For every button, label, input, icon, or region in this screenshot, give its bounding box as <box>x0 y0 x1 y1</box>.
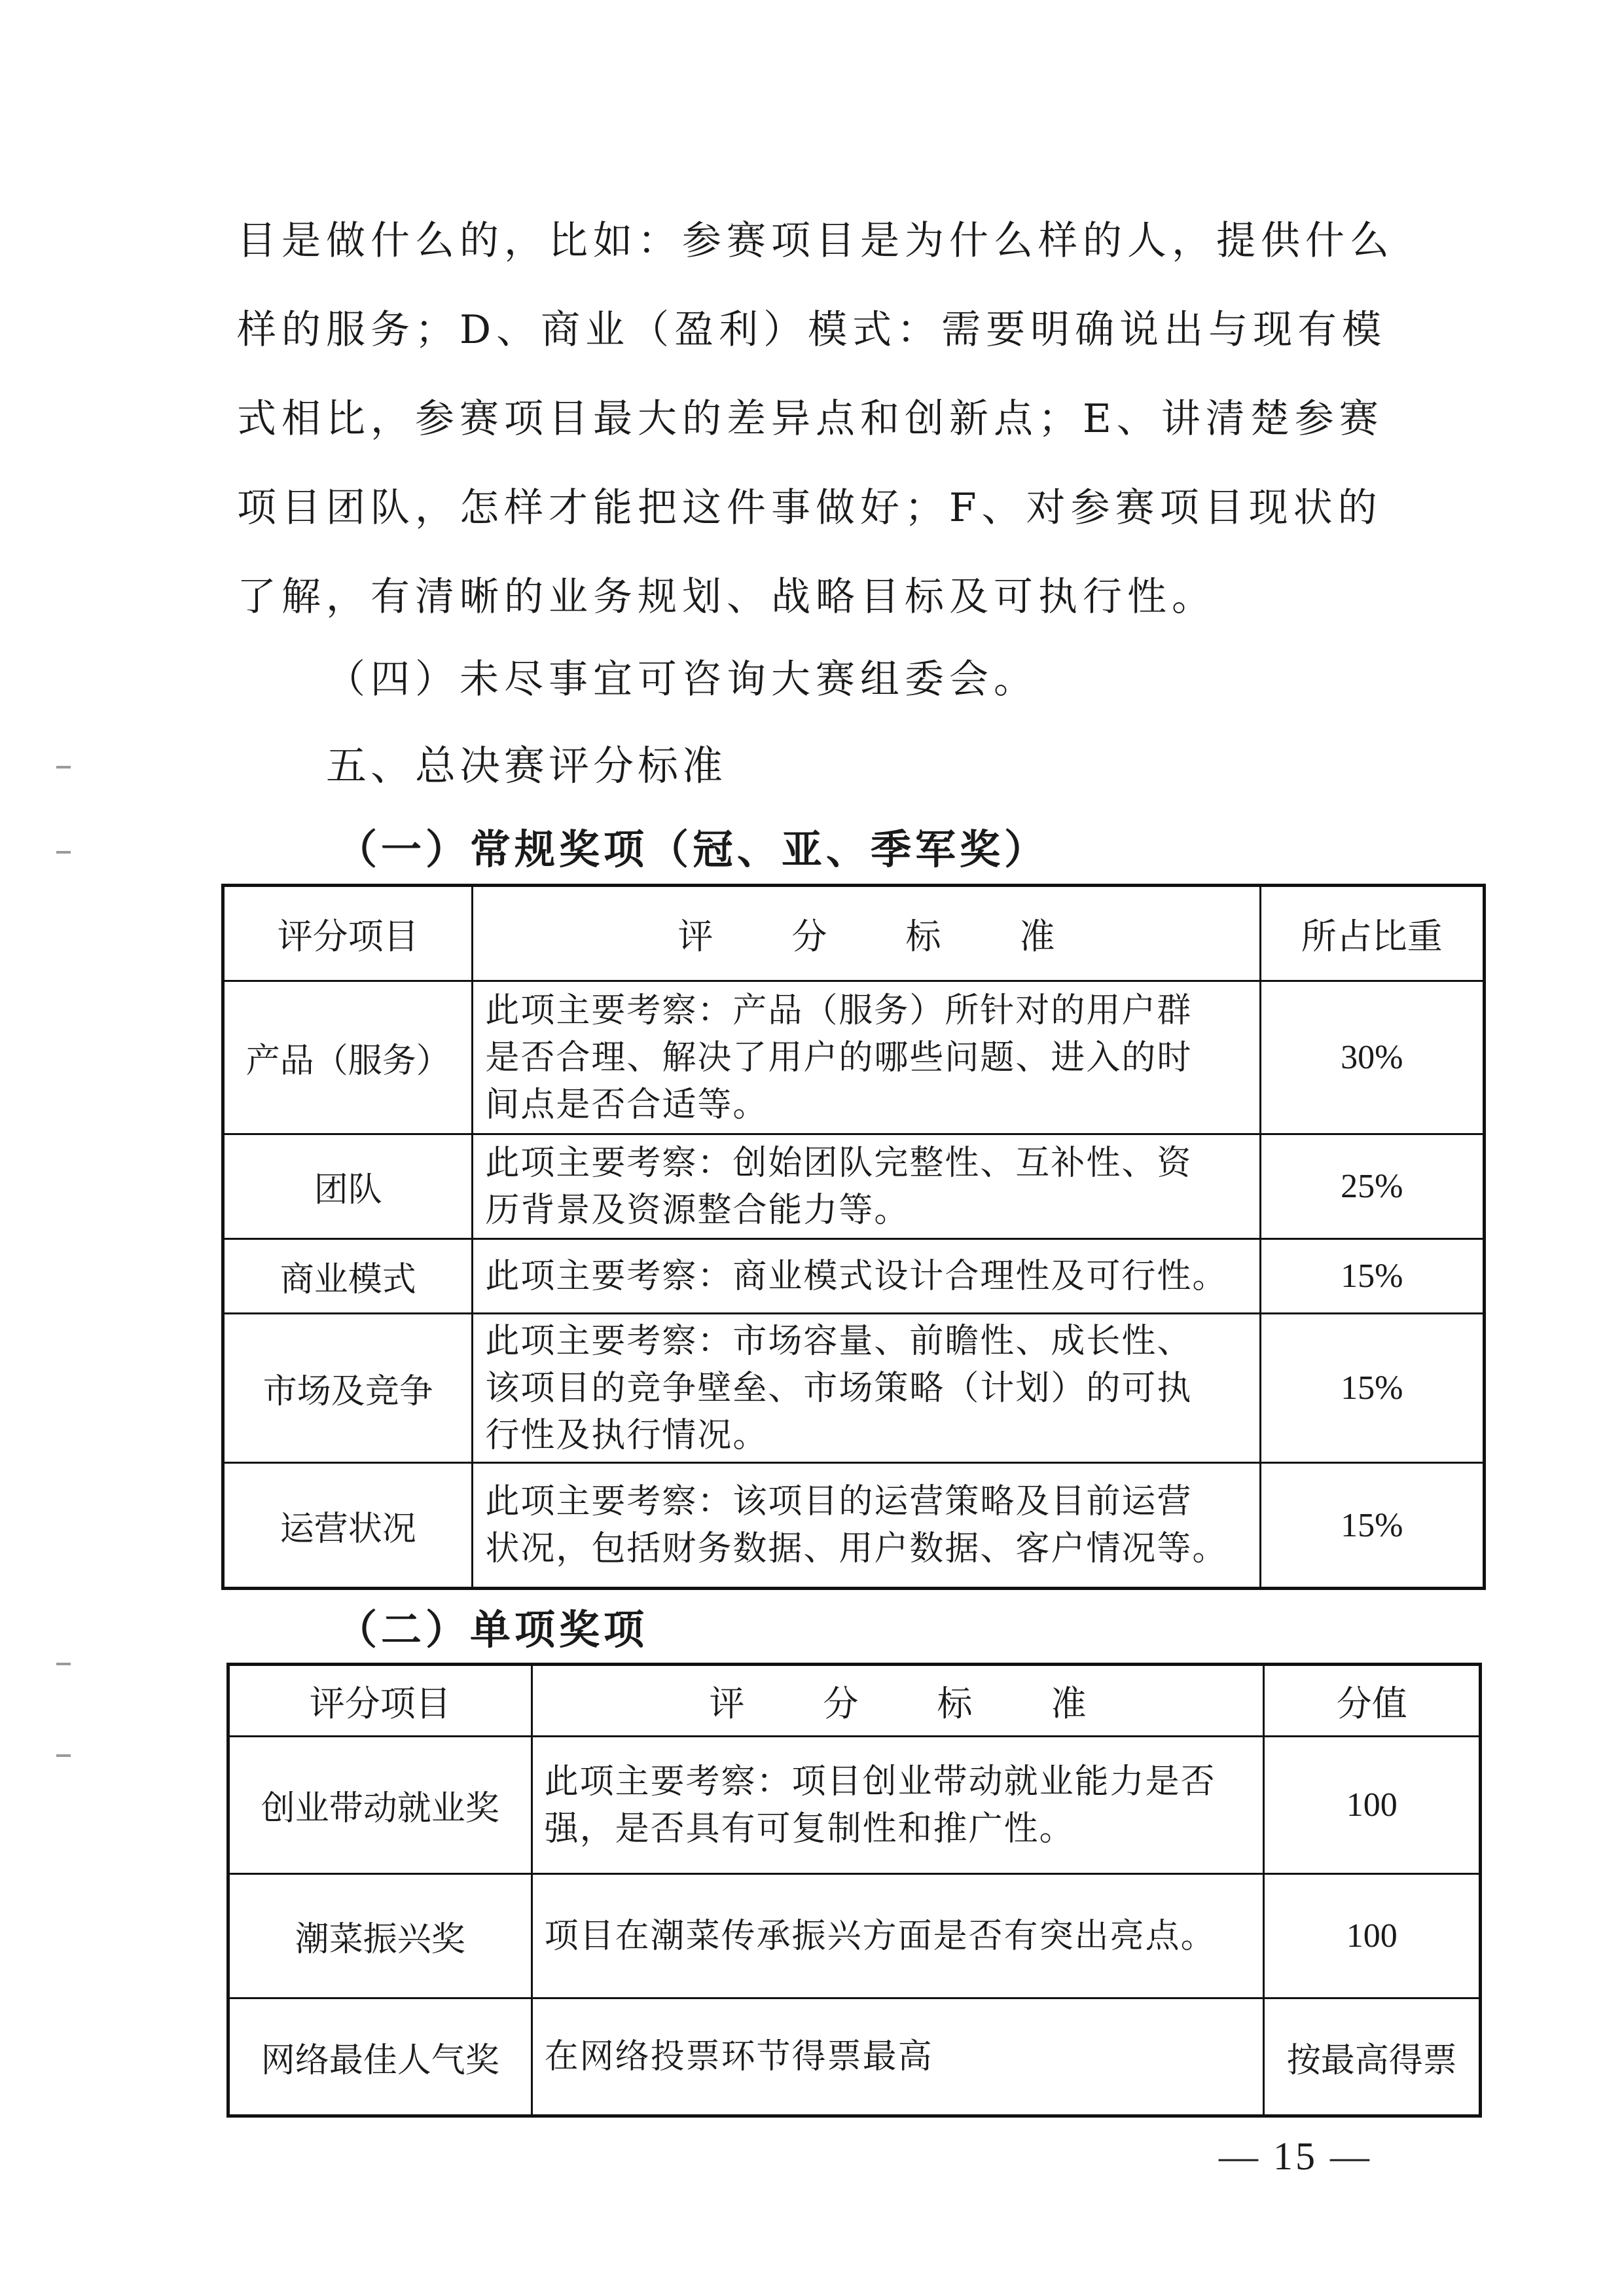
intro-paragraph <box>237 196 1394 642</box>
table-header-row <box>228 1665 1481 1737</box>
single-awards-title: （二）单项奖项 <box>336 1606 649 1653</box>
table-row <box>223 1463 1485 1589</box>
paragraph-line: 了解，有清晰的业务规划、战略目标及可执行性。 <box>237 574 1216 620</box>
single-awards-table <box>226 1663 1482 2118</box>
row-criteria: 此项主要考察：项目创业带动就业能力是否 强，是否具有可复制性和推广性。 <box>532 1737 1264 1874</box>
regular-awards-title: （一）常规奖项（冠、亚、季军奖） <box>336 825 1049 873</box>
paragraph-line: 项目团队，怎样才能把这件事做好；F、对参赛项目现状的 <box>237 485 1382 531</box>
section-heading: 五、总决赛评分标准 <box>326 742 727 789</box>
row-item: 网络最佳人气奖 <box>228 1998 532 2116</box>
row-item: 创业带动就业奖 <box>228 1737 532 1874</box>
table-header-row <box>223 886 1485 981</box>
row-score: 100 <box>1264 1737 1481 1874</box>
row-item: 市场及竞争 <box>223 1314 473 1463</box>
row-item: 运营状况 <box>223 1463 473 1589</box>
header-score: 分值 <box>1264 1665 1481 1737</box>
row-score: 按最高得票 <box>1264 1998 1481 2116</box>
table-row <box>223 1134 1485 1239</box>
regular-awards-table <box>221 884 1486 1590</box>
item-four-text: （四）未尽事宜可咨询大赛组委会。 <box>326 657 1038 702</box>
header-criteria: 评 分 标 准 <box>532 1665 1264 1737</box>
row-weight: 15% <box>1260 1239 1485 1314</box>
row-item: 商业模式 <box>223 1239 473 1314</box>
paragraph-line: 样的服务；D、商业（盈利）模式：需要明确说出与现有模 <box>237 307 1387 353</box>
table-row <box>228 1874 1481 1998</box>
scan-mark <box>56 766 71 768</box>
row-criteria: 此项主要考察：该项目的运营策略及目前运营 状况，包括财务数据、用户数据、客户情况等。 <box>473 1463 1260 1589</box>
page-number: — 15 — <box>1219 2135 1372 2178</box>
row-weight: 30% <box>1260 981 1485 1134</box>
paragraph-line: 式相比，参赛项目最大的差异点和创新点；E、讲清楚参赛 <box>237 396 1384 442</box>
header-criteria: 评 分 标 准 <box>473 886 1260 981</box>
paragraph-line: 目是做什么的，比如：参赛项目是为什么样的人，提供什么 <box>237 218 1394 264</box>
scan-mark <box>56 1663 71 1665</box>
row-criteria: 此项主要考察：创始团队完整性、互补性、资 历背景及资源整合能力等。 <box>473 1134 1260 1239</box>
row-item: 潮菜振兴奖 <box>228 1874 532 1998</box>
row-criteria: 在网络投票环节得票最高 <box>532 1998 1264 2116</box>
row-item: 团队 <box>223 1134 473 1239</box>
table-row <box>223 981 1485 1134</box>
header-item: 评分项目 <box>228 1665 532 1737</box>
row-weight: 15% <box>1260 1463 1485 1589</box>
table-row <box>223 1314 1485 1463</box>
table-row <box>228 1998 1481 2116</box>
row-item: 产品（服务） <box>223 981 473 1134</box>
row-weight: 15% <box>1260 1314 1485 1463</box>
row-weight: 25% <box>1260 1134 1485 1239</box>
row-criteria: 此项主要考察：商业模式设计合理性及可行性。 <box>473 1239 1260 1314</box>
row-criteria: 此项主要考察：市场容量、前瞻性、成长性、 该项目的竞争壁垒、市场策略（计划）的可执 行性及执行情况。 <box>473 1314 1260 1463</box>
row-criteria: 项目在潮菜传承振兴方面是否有突出亮点。 <box>532 1874 1264 1998</box>
row-score: 100 <box>1264 1874 1481 1998</box>
header-item: 评分项目 <box>223 886 473 981</box>
header-weight: 所占比重 <box>1260 886 1485 981</box>
scan-mark <box>56 1754 71 1757</box>
table-row <box>228 1737 1481 1874</box>
row-criteria: 此项主要考察：产品（服务）所针对的用户群 是否合理、解决了用户的哪些问题、进入的时 间点是否合适等。 <box>473 981 1260 1134</box>
scan-mark <box>56 851 71 854</box>
table-row <box>223 1239 1485 1314</box>
